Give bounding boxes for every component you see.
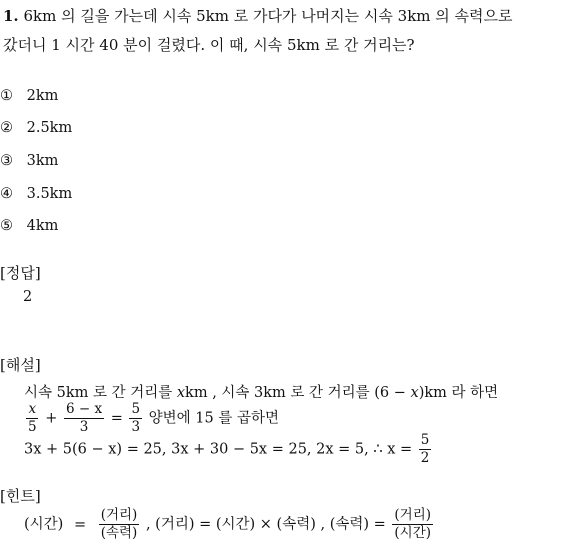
explanation-text-b: km , 시속 3km 로 간 거리를 (6 − [185, 385, 411, 401]
fraction-numerator: x [28, 401, 37, 417]
hint-line [24, 508, 435, 541]
fraction-distance-over-speed [99, 508, 140, 541]
explanation-var-x: x [176, 385, 186, 401]
fraction-distance-over-time [392, 508, 433, 541]
fraction-denominator: 3 [79, 419, 89, 435]
fraction-denominator: (시간) [394, 525, 432, 541]
explanation-line-3 [24, 433, 433, 466]
choice-4-mark: ④ [0, 186, 13, 202]
choice-1[interactable] [0, 88, 58, 104]
fraction-denominator: (속력) [100, 525, 138, 541]
question-line-1 [3, 6, 513, 26]
choice-2-mark: ② [0, 120, 13, 136]
fraction-denominator: 2 [420, 450, 430, 466]
choice-3-text: 3km [26, 153, 59, 169]
question-text-1: 6km 의 길을 가는데 시속 5km 로 가다가 나머지는 시속 3km 의 속력으로 [23, 7, 513, 25]
explanation-tail: 양변에 15 를 곱하면 [148, 410, 279, 427]
explanation-var-x2: x [410, 385, 419, 401]
plus-sign: + [45, 410, 58, 427]
explanation-label: [해설] [0, 356, 41, 374]
fraction-5-over-2 [419, 433, 432, 466]
choice-5-text: 4km [26, 218, 59, 234]
choice-5[interactable] [0, 218, 58, 234]
answer-value: 2 [23, 289, 33, 305]
choice-1-mark: ① [0, 88, 13, 104]
choice-1-text: 2km [26, 88, 59, 104]
fraction-5-over-3 [129, 402, 142, 435]
fraction-numerator: 5 [420, 432, 430, 448]
hint-time: (시간) [24, 516, 64, 533]
fraction-numerator: 6 − x [65, 401, 103, 417]
explanation-text-a: 시속 5km 로 간 거리를 [24, 385, 177, 401]
equals-sign: = [73, 516, 87, 533]
choice-2-text: 2.5km [26, 120, 73, 136]
hint-label: [힌트] [0, 487, 41, 505]
fraction-denominator: 5 [28, 419, 37, 435]
fraction-x-over-5 [26, 402, 39, 435]
choice-4[interactable] [0, 186, 72, 202]
explanation-line-2 [24, 402, 279, 435]
fraction-numerator: (거리) [394, 507, 432, 523]
choice-5-mark: ⑤ [0, 218, 13, 234]
choice-2[interactable] [0, 120, 72, 136]
choice-3[interactable] [0, 153, 58, 169]
explanation-text-c: )km 라 하면 [418, 385, 499, 401]
fraction-numerator: 5 [131, 401, 141, 417]
explanation-line-1 [24, 381, 498, 402]
equals-sign: = [110, 410, 123, 427]
question-number: 1. [3, 7, 19, 25]
fraction-denominator: 3 [131, 419, 141, 435]
fraction-6-minus-x-over-3 [64, 402, 104, 435]
question-text-2: 갔더니 1 시간 40 분이 걸렸다. 이 때, 시속 5km 로 간 거리는? [3, 36, 415, 54]
choice-3-mark: ③ [0, 153, 13, 169]
hint-formula: , (거리) = (시간) × (속력) , (속력) = [145, 516, 386, 533]
explanation-equation: 3x + 5(6 − x) = 25, 3x + 30 − 5x = 25, 2x = 5, ∴ x = [24, 441, 413, 458]
choice-4-text: 3.5km [26, 186, 73, 202]
answer-label: [정답] [0, 264, 41, 282]
fraction-numerator: (거리) [100, 507, 138, 523]
question-line-2 [3, 35, 415, 55]
